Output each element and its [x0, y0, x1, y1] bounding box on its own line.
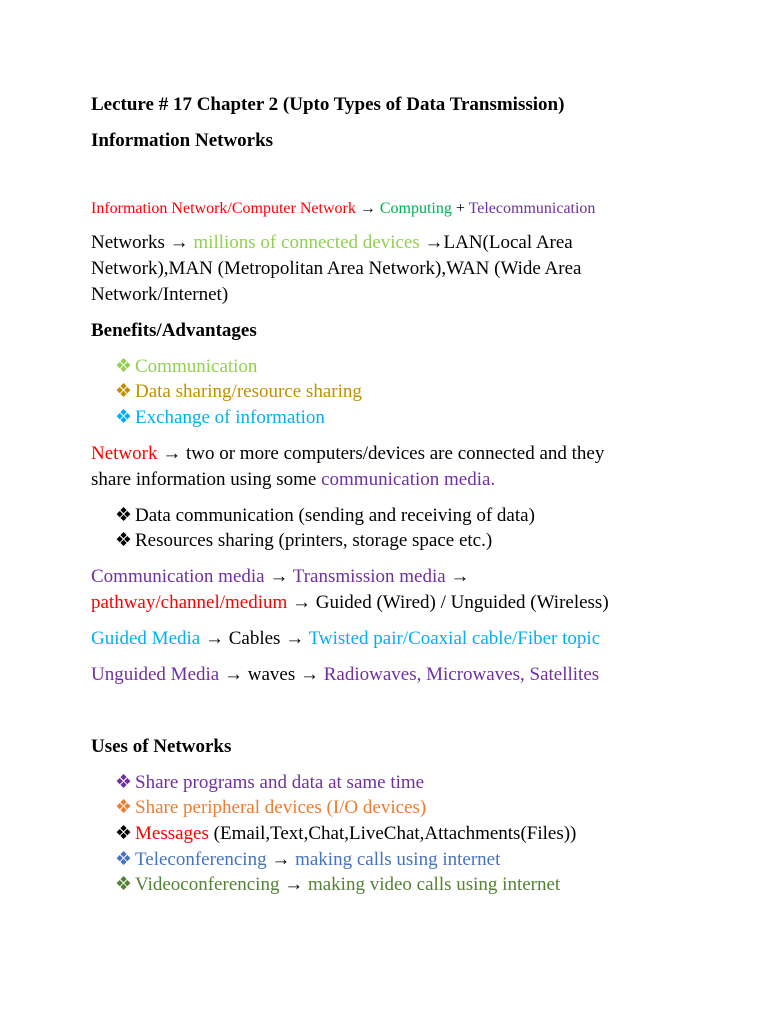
term-transmission-media: Transmission media — [292, 566, 446, 587]
term-communication-media: Communication media — [91, 566, 265, 587]
use-item — [115, 847, 500, 873]
network-item — [115, 503, 535, 529]
network-line-1 — [91, 441, 604, 467]
right-arrow-icon: → — [299, 664, 319, 685]
right-arrow-icon: → — [271, 849, 291, 870]
diamond-bullet-icon: ❖ — [115, 823, 133, 844]
networks-line-1 — [91, 230, 573, 256]
diamond-bullet-icon: ❖ — [115, 530, 133, 551]
use-term-messages: Messages — [135, 823, 209, 844]
right-arrow-icon: → — [285, 628, 305, 649]
right-arrow-icon: → — [223, 664, 243, 685]
term-telecommunication: Telecommunication — [468, 200, 596, 217]
term-cables: Cables — [228, 628, 281, 649]
right-arrow-icon: → — [162, 443, 182, 464]
term-lan: LAN(Local Area — [443, 232, 573, 253]
unguided-line — [91, 662, 599, 688]
use-item — [115, 770, 424, 796]
network-item — [115, 528, 492, 554]
diamond-bullet-icon: ❖ — [115, 505, 133, 526]
term-guided-unguided: Guided (Wired) / Unguided (Wireless) — [315, 592, 609, 613]
right-arrow-icon: → — [450, 566, 470, 587]
use-text: Share programs and data at same time — [135, 772, 425, 793]
term-communication-media: communication media. — [321, 469, 496, 490]
network-line-2 — [91, 467, 495, 493]
right-arrow-icon: → — [359, 200, 376, 217]
plus-sign: + — [455, 200, 465, 217]
right-arrow-icon: → — [204, 628, 224, 649]
term-network: Network — [91, 443, 158, 464]
right-arrow-icon: → — [284, 874, 304, 895]
term-wave-types: Radiowaves, Microwaves, Satellites — [323, 664, 600, 685]
heading-benefits: Benefits/Advantages — [91, 320, 257, 341]
use-text: (Email,Text,Chat,LiveChat,Attachments(Files)) — [213, 823, 577, 844]
benefit-item — [115, 354, 257, 380]
term-networks: Networks — [91, 232, 165, 253]
diamond-bullet-icon: ❖ — [115, 407, 133, 428]
use-text: making video calls using internet — [307, 874, 561, 895]
term-computing: Computing — [379, 200, 452, 217]
term-unguided-media: Unguided Media — [91, 664, 220, 685]
diamond-bullet-icon: ❖ — [115, 797, 133, 818]
network-item-text: Data communication (sending and receiving of data) — [135, 505, 535, 526]
benefit-text: Communication — [135, 356, 258, 377]
network-item-text: Resources sharing (printers, storage space etc.) — [135, 530, 493, 551]
networks-line-2: Network),MAN (Metropolitan Area Network),WAN (Wide Area — [91, 258, 582, 279]
use-term-videoconferencing: Videoconferencing — [135, 874, 280, 895]
term-cable-types: Twisted pair/Coaxial cable/Fiber topic — [308, 628, 601, 649]
definition-line — [91, 196, 595, 222]
guided-line — [91, 626, 600, 652]
use-text: Share peripheral devices (I/O devices) — [135, 797, 427, 818]
networks-line-3: Network/Internet) — [91, 284, 229, 305]
media-line-1 — [91, 564, 469, 590]
use-item — [115, 872, 560, 898]
network-definition-cont: share information using some — [91, 469, 317, 490]
diamond-bullet-icon: ❖ — [115, 874, 133, 895]
term-connected-devices: millions of connected devices — [193, 232, 420, 253]
benefit-item — [115, 379, 362, 405]
benefit-text: Exchange of information — [135, 407, 325, 428]
right-arrow-icon: → — [269, 566, 289, 587]
diamond-bullet-icon: ❖ — [115, 849, 133, 870]
network-definition: two or more computers/devices are connected and they — [185, 443, 605, 464]
use-term-teleconferencing: Teleconferencing — [135, 849, 267, 870]
term-information-network: Information Network/Computer Network — [91, 200, 356, 217]
diamond-bullet-icon: ❖ — [115, 381, 133, 402]
use-text: making calls using internet — [295, 849, 501, 870]
term-pathway: pathway/channel/medium — [91, 592, 288, 613]
heading-uses: Uses of Networks — [91, 736, 232, 757]
media-line-2 — [91, 590, 609, 616]
benefit-item — [115, 405, 325, 431]
right-arrow-icon: → — [424, 232, 444, 253]
right-arrow-icon: → — [169, 232, 189, 253]
use-item — [115, 795, 426, 821]
right-arrow-icon: → — [292, 592, 312, 613]
diamond-bullet-icon: ❖ — [115, 356, 133, 377]
lecture-title: Lecture # 17 Chapter 2 (Upto Types of Data Transmission) — [91, 94, 565, 115]
use-item — [115, 821, 576, 847]
benefit-text: Data sharing/resource sharing — [135, 381, 362, 402]
diamond-bullet-icon: ❖ — [115, 772, 133, 793]
term-guided-media: Guided Media — [91, 628, 201, 649]
term-waves: waves — [247, 664, 296, 685]
heading-information-networks: Information Networks — [91, 130, 274, 151]
